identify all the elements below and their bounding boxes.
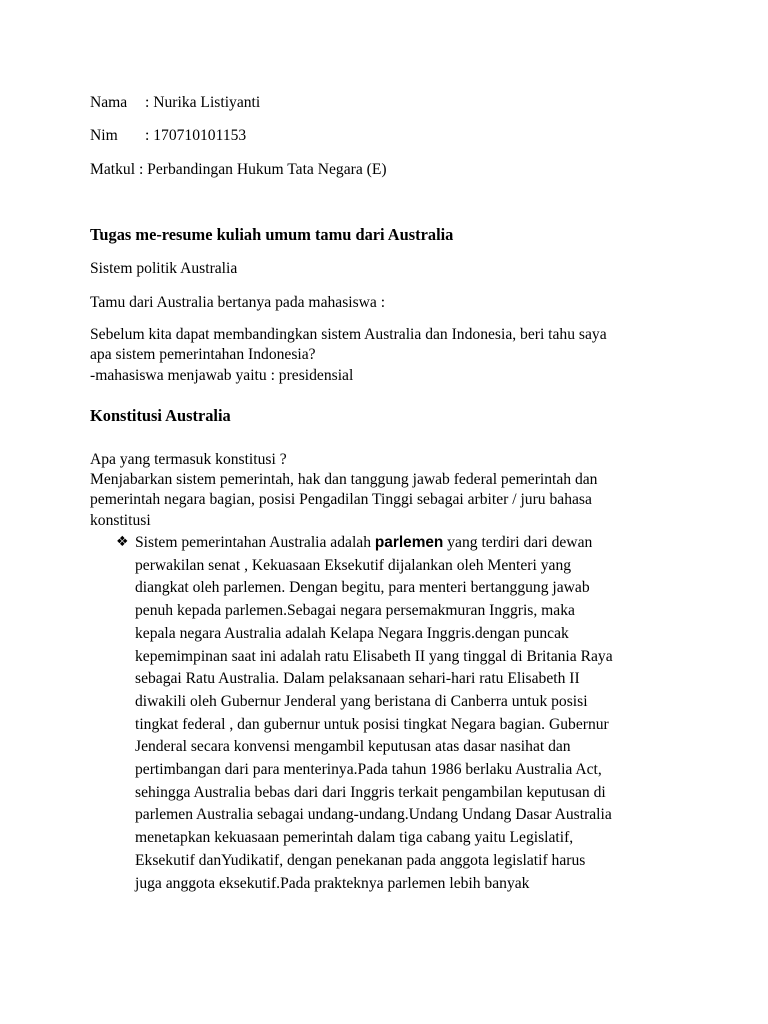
name-row xyxy=(90,93,260,113)
bullet-line: tingkat federal , dan gubernur untuk posisi tingkat Negara bagian. Gubernur xyxy=(135,715,609,733)
definition-line-1: Menjabarkan sistem pemerintah, hak dan tanggung jawab federal pemerintah dan xyxy=(90,471,598,488)
bullet-line: diwakili oleh Gubernur Jenderal yang beristana di Canberra untuk posisi xyxy=(135,692,588,710)
definition-line-3: konstitusi xyxy=(90,512,151,529)
bullet-emphasis-parlemen: parlemen xyxy=(374,534,444,551)
constitution-question: Apa yang termasuk konstitusi ? xyxy=(90,451,287,468)
bullet-line: juga anggota eksekutif.Pada prakteknya parlemen lebih banyak xyxy=(135,874,530,892)
bullet-line-first-b: yang terdiri dari dewan xyxy=(443,534,593,551)
matkul-label: Matkul xyxy=(90,161,136,178)
bullet-line: kepemimpinan saat ini adalah ratu Elisabeth II yang tinggal di Britania Raya xyxy=(135,647,613,665)
name-value: : Nurika Listiyanti xyxy=(145,94,261,111)
bullet-line: Eksekutif danYudikatif, dengan penekanan pada anggota legislatif harus xyxy=(135,851,586,869)
section1-title: Tugas me-resume kuliah umum tamu dari Australia xyxy=(90,225,454,244)
bullet-line: kepala negara Australia adalah Kelapa Negara Inggris.dengan puncak xyxy=(135,624,569,642)
question-line-1: Sebelum kita dapat membandingkan sistem Australia dan Indonesia, beri tahu saya xyxy=(90,326,607,343)
nim-label: Nim xyxy=(90,127,118,144)
bullet-line: sehingga Australia bebas dari dari Inggris terkait pengambilan keputusan di xyxy=(135,783,606,801)
matkul-value: : Perbandingan Hukum Tata Negara (E) xyxy=(138,161,387,178)
bullet-line-first-a: Sistem pemerintahan Australia adalah xyxy=(135,534,375,551)
nim-row xyxy=(90,126,246,146)
diamond-bullet-icon: ❖ xyxy=(116,534,129,550)
bullet-paragraph xyxy=(135,532,695,895)
name-label: Nama xyxy=(90,94,128,111)
section1-intro: Tamu dari Australia bertanya pada mahasiswa : xyxy=(90,294,386,311)
bullet-line: menetapkan kekuasaan pemerintah dalam tiga cabang yaitu Legislatif, xyxy=(135,829,574,847)
bullet-line-second-a: perwakilan senat , Kekuasaan Eksekutif dijalankan oleh Menteri yang xyxy=(135,556,572,574)
bullet-line: Jenderal secara konvensi mengambil keputusan atas dasar nasihat dan xyxy=(135,738,571,756)
bullet-line: diangkat oleh parlemen. Dengan begitu, para menteri bertanggung jawab xyxy=(135,579,590,597)
bullet-line-first xyxy=(135,532,695,555)
matkul-row xyxy=(90,160,387,180)
nim-value: : 170710101153 xyxy=(145,127,247,144)
section1-subtitle: Sistem politik Australia xyxy=(90,260,238,277)
bullet-line-second xyxy=(135,555,695,578)
question-line-2: apa sistem pemerintahan Indonesia? xyxy=(90,346,316,363)
section2-title: Konstitusi Australia xyxy=(90,406,231,425)
bullet-line: pertimbangan dari para menterinya.Pada tahun 1986 berlaku Australia Act, xyxy=(135,761,602,779)
answer-line: -mahasiswa menjawab yaitu : presidensial xyxy=(90,367,354,384)
bullet-line: parlemen Australia sebagai undang-undang.Undang Undang Dasar Australia xyxy=(135,806,612,824)
bullet-line: sebagai Ratu Australia. Dalam pelaksanaan sehari-hari ratu Elisabeth II xyxy=(135,670,580,688)
bullet-line: penuh kepada parlemen.Sebagai negara persemakmuran Inggris, maka xyxy=(135,602,575,620)
definition-line-2: pemerintah negara bagian, posisi Pengadilan Tinggi sebagai arbiter / juru bahasa xyxy=(90,491,592,508)
